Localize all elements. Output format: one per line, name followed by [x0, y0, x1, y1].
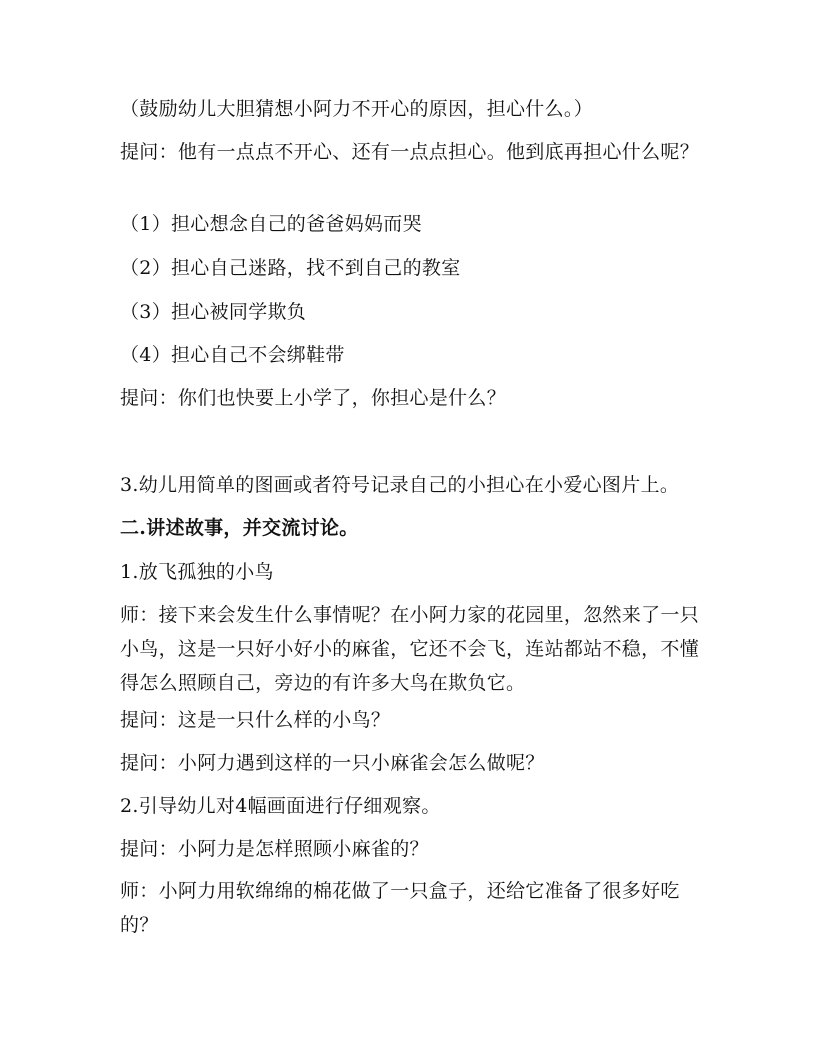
subheading-observe-pictures: 2.引导幼儿对4幅画面进行仔细观察。 [120, 795, 441, 817]
paragraph-question-what-do: 提问：小阿力遇到这样的一只小麻雀会怎么做呢？ [120, 752, 545, 774]
paragraph-encourage-guess: （鼓励幼儿大胆猜想小阿力不开心的原因，担心什么。） [120, 98, 594, 120]
subheading-release-bird: 1.放飞孤独的小鸟 [120, 561, 274, 583]
paragraph-question-your-worry: 提问：你们也快要上小学了，你担心是什么？ [120, 387, 507, 409]
paragraph-question-care: 提问：小阿力是怎样照顾小麻雀的？ [120, 838, 429, 860]
list-item-worry-3: （3）担心被同学欺负 [120, 301, 307, 323]
list-item-worry-2: （2）担心自己迷路，找不到自己的教室 [120, 257, 461, 279]
section-heading-2: 二.讲述故事，并交流讨论。 [120, 517, 359, 539]
paragraph-teacher-story: 师：接下来会发生什么事情呢？在小阿力家的花园里，忽然来了一只小鸟，这是一只好小好小的麻雀，它还不会飞，连站都站不稳，不懂得怎么照顾自己，旁边的有许多大鸟在欺负它。 [120, 604, 700, 694]
paragraph-step-3: 3.幼儿用简单的图画或者符号记录自己的小担心在小爱心图片上。 [120, 474, 680, 496]
paragraph-teacher-box: 师：小阿力用软绵绵的棉花做了一只盒子，还给它准备了很多好吃的？ [120, 880, 680, 936]
list-item-worry-4: （4）担心自己不会绑鞋带 [120, 344, 345, 366]
paragraph-question-bird: 提问：这是一只什么样的小鸟？ [120, 709, 391, 731]
list-item-worry-1: （1）担心想念自己的爸爸妈妈而哭 [120, 213, 422, 235]
paragraph-question-worry: 提问：他有一点点不开心、还有一点点担心。他到底再担心什么呢？ [120, 141, 700, 163]
